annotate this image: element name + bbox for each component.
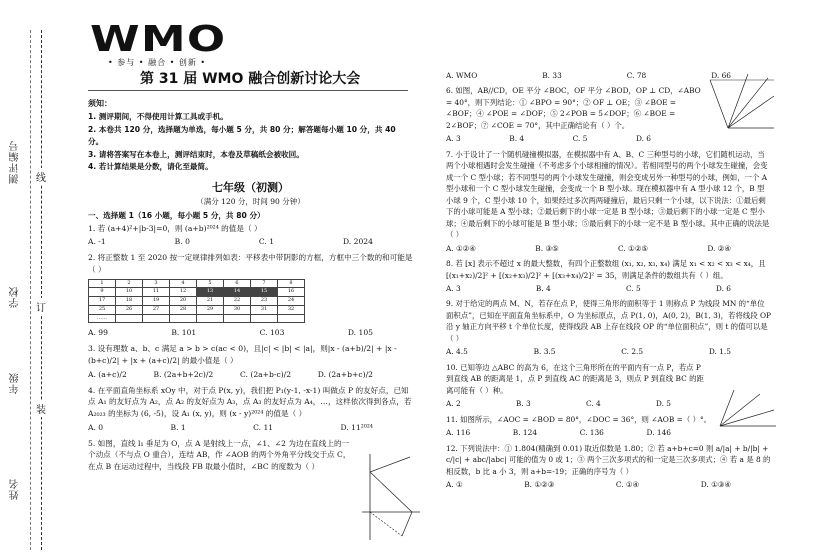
field-grade: 年级 — [10, 372, 21, 394]
option: D. 5 — [655, 399, 671, 409]
section-heading: 一、选择题 1（16 小题，每小题 5 分，共 80 分） — [88, 210, 265, 220]
option: A. (a+c)/2 — [88, 369, 127, 379]
question-9: 9. 对于给定的两点 M、N，若存在点 P，使得三角形的面积等于 1 则称点 P 为线段 MN 的“单位面积点”，已知在平面直角坐标系中，O 为坐标原点，点 P(1, 0)，A(0, 2)，B(1, 3)，若将线段 OP 沿 y 轴正方向平移 t 个单位长度，使得线段 AB 上存在线段 OP 的“单位面积点”，则 t 的值可以是（ ） — [446, 299, 771, 343]
notice-item: 2. 本卷共 120 分，选择题为单选，每小题 5 分，共 80 分；解答题每小题 10 分，共 40 分。 — [88, 125, 396, 146]
table-cell: 22 — [224, 297, 251, 306]
option: C. 5 — [625, 283, 641, 293]
option: C. ①④ — [615, 480, 640, 489]
page-title: 第 31 届 WMO 融合创新讨论大会 — [140, 71, 361, 87]
table-cell: 3 — [143, 279, 170, 288]
table-cell — [224, 314, 251, 323]
option: D. 1.5 — [708, 347, 731, 357]
binding-cut-line — [41, 30, 42, 550]
option: D. 66 — [711, 71, 731, 80]
table-cell: 19 — [143, 297, 170, 306]
question-3-options — [88, 369, 413, 381]
table-cell — [197, 314, 224, 323]
field-exam-number: 测评编号 — [10, 140, 21, 184]
score-note: （满分 120 分，时间 90 分钟） — [196, 197, 305, 207]
option: C. 2.5 — [621, 347, 644, 357]
option: B. 3 — [515, 399, 531, 409]
question-8: 8. 若 [x] 表示不超过 x 的最大整数，有四个正整数组 (x₁, x₂, x₃, x₄) 满足 x₁ < x₂ < x₃ < x₄，且 [(x₁+x₂)/2]² + [(x₂+x₃)/2]² + [(x₃+x₄)/2]² = 35，则满足条件的数组共有（ ）组。 — [446, 259, 766, 280]
table-cell: 14 — [224, 288, 251, 297]
option: D. 2024 — [342, 237, 373, 247]
option: D. 6 — [635, 134, 651, 144]
table-cell: 24 — [278, 297, 305, 306]
option: D. ①③④ — [700, 480, 731, 489]
question-5: 5. 如图，直线 l₁ 垂足为 O，点 A 是射线上一点，∠1、∠2 为边在直线上的一个动点（不与点 O 重合），连结 AB，作 ∠AOB 的两个外角平分线交于点 C，在点 B 在运动过程中，当线段 FB 取最小值时，∠BC 的度数为（ ） — [88, 438, 351, 472]
notice-item: 4. 若计算结果是分数，请化至最简。 — [88, 162, 213, 172]
table-cell: 18 — [116, 297, 143, 306]
table-cell: 30 — [224, 305, 251, 314]
table-cell: 21 — [197, 297, 224, 306]
q5-figure — [362, 452, 422, 542]
option: D. ②④ — [707, 243, 731, 253]
question-2-options — [88, 327, 413, 339]
option: A. ①②④ — [446, 243, 476, 253]
option: D. 146 — [646, 428, 671, 438]
option: B. 33 — [542, 71, 562, 80]
question-12-options — [446, 479, 771, 490]
question-1: 1. 若 (a+4)²+|b-3|=0，则 (a+b)²⁰²⁴ 的值是（ ） — [88, 223, 262, 233]
table-cell: 9 — [89, 288, 116, 297]
option: B. ③⑤ — [535, 243, 559, 253]
number-table — [88, 279, 305, 324]
option: B. 0 — [174, 237, 190, 247]
table-cell: 15 — [251, 288, 278, 297]
option: C. ①②⑤ — [618, 243, 648, 253]
table-cell: 8 — [278, 279, 305, 288]
table-row — [89, 314, 305, 323]
option: B. 3.5 — [533, 347, 556, 357]
table-cell: 23 — [251, 297, 278, 306]
option: C. 78 — [626, 71, 647, 80]
field-school: 学校 — [10, 286, 21, 308]
left-column — [88, 98, 413, 474]
option: A. 4.5 — [446, 347, 468, 357]
question-10: 10. 已知等边 △ABC 的高为 6，在这个三角形所在的平面内有一点 P，若点 P 到直线 AB 的距离是 1，点 P 到直线 AC 的距离是 3，则点 P 到直线 BC 的距离可能有（ ）种。 — [446, 362, 704, 395]
question-1-options — [88, 236, 413, 248]
table-cell: 13 — [197, 288, 224, 297]
table-row — [89, 288, 305, 297]
option: B. 101 — [171, 328, 197, 338]
option: C. (2a+b-c)/2 — [239, 369, 292, 379]
option: A. -1 — [88, 237, 106, 247]
table-cell — [278, 314, 305, 323]
table-cell: 27 — [143, 305, 170, 314]
option: A. WMO — [446, 71, 478, 80]
table-cell: 32 — [278, 305, 305, 314]
binding-mark-bind: 装 — [36, 400, 46, 417]
option: A. ① — [446, 480, 463, 489]
question-6: 6. 如图，AB//CD，OE 平分 ∠BOC，OF 平分 ∠BOD，OP ⊥ CD，∠ABO = 40°，则下列结论：① ∠BPO = 90°；② OF ⊥ OE；③ ∠BOE = ∠BOF；④ ∠POE = ∠DOF；⑤ 2∠POB = 5∠DOF；⑥ ∠BOE = 2∠BOF；⑦ ∠COE = 70°，其中正确结论有（ ）个。 — [446, 86, 701, 130]
option: B. 4 — [509, 134, 525, 144]
binding-strip — [0, 0, 62, 559]
question-8-options — [446, 283, 771, 294]
option: C. 103 — [259, 328, 285, 338]
option: B. 4 — [535, 283, 551, 293]
table-cell: 17 — [89, 297, 116, 306]
table-cell: 20 — [170, 297, 197, 306]
option: D. 105 — [347, 328, 373, 338]
logo-text: WMO — [90, 19, 227, 60]
option: A. 3 — [446, 283, 461, 293]
table-cell: 29 — [197, 305, 224, 314]
option: D. 6 — [715, 283, 731, 293]
option: D. 11²⁰²⁴ — [340, 422, 373, 432]
table-cell — [143, 314, 170, 323]
grade-heading: 七年级（初测） — [212, 181, 289, 195]
option: B. 1 — [170, 422, 186, 432]
table-cell: 26 — [116, 305, 143, 314]
option: D. (2a+b+c)/2 — [317, 369, 373, 379]
binding-mark-line: 线 — [36, 168, 46, 185]
table-row — [89, 297, 305, 306]
option: A. 116 — [446, 428, 471, 438]
option: A. 2 — [446, 399, 461, 409]
title-divider — [88, 90, 408, 91]
notice-item: 3. 请将答案写在本卷上，测评结束时，本卷及草稿纸会被收回。 — [88, 149, 304, 159]
table-cell: 1 — [89, 279, 116, 288]
table-cell — [251, 314, 278, 323]
wmo-logo — [90, 19, 227, 68]
option: C. 4 — [585, 399, 601, 409]
option: C. 11 — [253, 422, 274, 432]
option: A. 3 — [446, 134, 461, 144]
option: B. (2a+b+2c)/2 — [153, 369, 214, 379]
table-cell: 16 — [278, 288, 305, 297]
question-4-options — [88, 422, 413, 434]
option: B. 124 — [512, 428, 538, 438]
table-cell: 7 — [251, 279, 278, 288]
option: A. 0 — [88, 422, 104, 432]
question-3: 3. 设有理数 a、b、c 满足 a > b > c(ac < 0)，且|c| < |b| < |a|，则|x - (a+b)/2| + |x - (b+c)/2| + |x + (a+c)/2| 的最小值是（ ） — [88, 344, 397, 365]
table-cell: …… — [89, 314, 116, 323]
table-cell: 12 — [170, 288, 197, 297]
question-6-options — [446, 133, 771, 144]
table-cell: 2 — [116, 279, 143, 288]
option: C. 1 — [258, 237, 275, 247]
option: C. 136 — [579, 428, 604, 438]
question-12: 12. 下列说法中：① 1.804(精确到 0.01) 取近似数是 1.80；② 若 a+b+c=0 则 a/|a| + b/|b| + c/|c| + abc/|abc| 可能的值为 0 或 1；③ 两个三次多项式的和一定是三次多项式；④ 若 a 是 8 的相反数，b 比 a 小 3，则 a+b=-19；正确的序号为（ ） — [446, 443, 771, 476]
table-cell: 31 — [251, 305, 278, 314]
table-cell: 5 — [197, 279, 224, 288]
question-2: 2. 将正整数 1 至 2020 按一定规律排列如表：平移表中带阴影的方框，方框中三个数的和可能是（ ） — [88, 253, 413, 274]
q6-figure — [708, 72, 776, 132]
table-cell: 28 — [170, 305, 197, 314]
table-cell: 4 — [170, 279, 197, 288]
table-cell — [116, 314, 143, 323]
question-7-options — [446, 243, 771, 254]
q11-figure — [716, 386, 778, 432]
table-row — [89, 305, 305, 314]
question-7: 7. 小于设计了一个随机碰撞模拟器，在模拟器中有 A、B、C 三种型号的小球，它们随机运动，当两个小球相遇时会发生碰撞（不考虑多个小球相撞的情况）。若相同型号的两个小球发生碰撞，会变成一个 C 型小球；若不同型号的两个小球发生碰撞，则会变成另外一种型号的小球，例如，一个 A 型小球和一个 C 型小球发生碰撞，会变成一个 B 型小球。现在模拟器中有 A 型小球 12 个，B 型小球 9 个，C 型小球 10 个，如果经过多次两两碰撞后，最后只剩一个小球，以下说法：①最后剩下的小球可能是 A 型小球；②最后剩下的小球一定是 B 型小球；③最后剩下的小球一定是 C 型小球；④最后剩下的小球可能是 B 型小球；⑤最后剩下的小球一定不是 B 型小球。其中正确的说法是（ ） — [446, 149, 770, 240]
table-cell: 25 — [89, 305, 116, 314]
notice-heading: 须知： — [88, 99, 112, 108]
logo-subtitle: • 参与 • 融合 • 创新 • — [108, 58, 207, 67]
binding-mark-order: 订 — [36, 298, 46, 315]
table-cell: 11 — [143, 288, 170, 297]
table-cell: 10 — [116, 288, 143, 297]
notice-item: 1. 测评期间，不得使用计算工具或手机。 — [88, 112, 228, 122]
option: B. ①②③ — [524, 480, 555, 489]
option: C. 5 — [572, 134, 588, 144]
field-name: 姓名 — [10, 478, 21, 500]
table-cell — [170, 314, 197, 323]
question-4: 4. 在平面直角坐标系 xOy 中，对于点 P(x, y)，我们把 P₁(y-1, -x-1) 叫做点 P 的友好点，已知点 A₁ 的友好点为 A₂，点 A₂ 的友好点为 A₃，点 A₃ 的友好点为 A₄，…，这样依次得到各点，若 A₂₀₂₃ 的坐标为 (6, -5)，设 A₁ (x, y)，则 (x - y)²⁰²⁴ 的值是（ ） — [88, 385, 412, 419]
question-11: 11. 如图所示，∠AOC = ∠BOD = 80°，∠DOC = 36°，则 ∠AOB =（ ）°。 — [446, 414, 712, 424]
table-row — [89, 279, 305, 288]
question-9-options — [446, 346, 771, 357]
binding-fold-line — [30, 30, 31, 550]
table-cell: 6 — [224, 279, 251, 288]
option: A. 99 — [88, 328, 108, 338]
